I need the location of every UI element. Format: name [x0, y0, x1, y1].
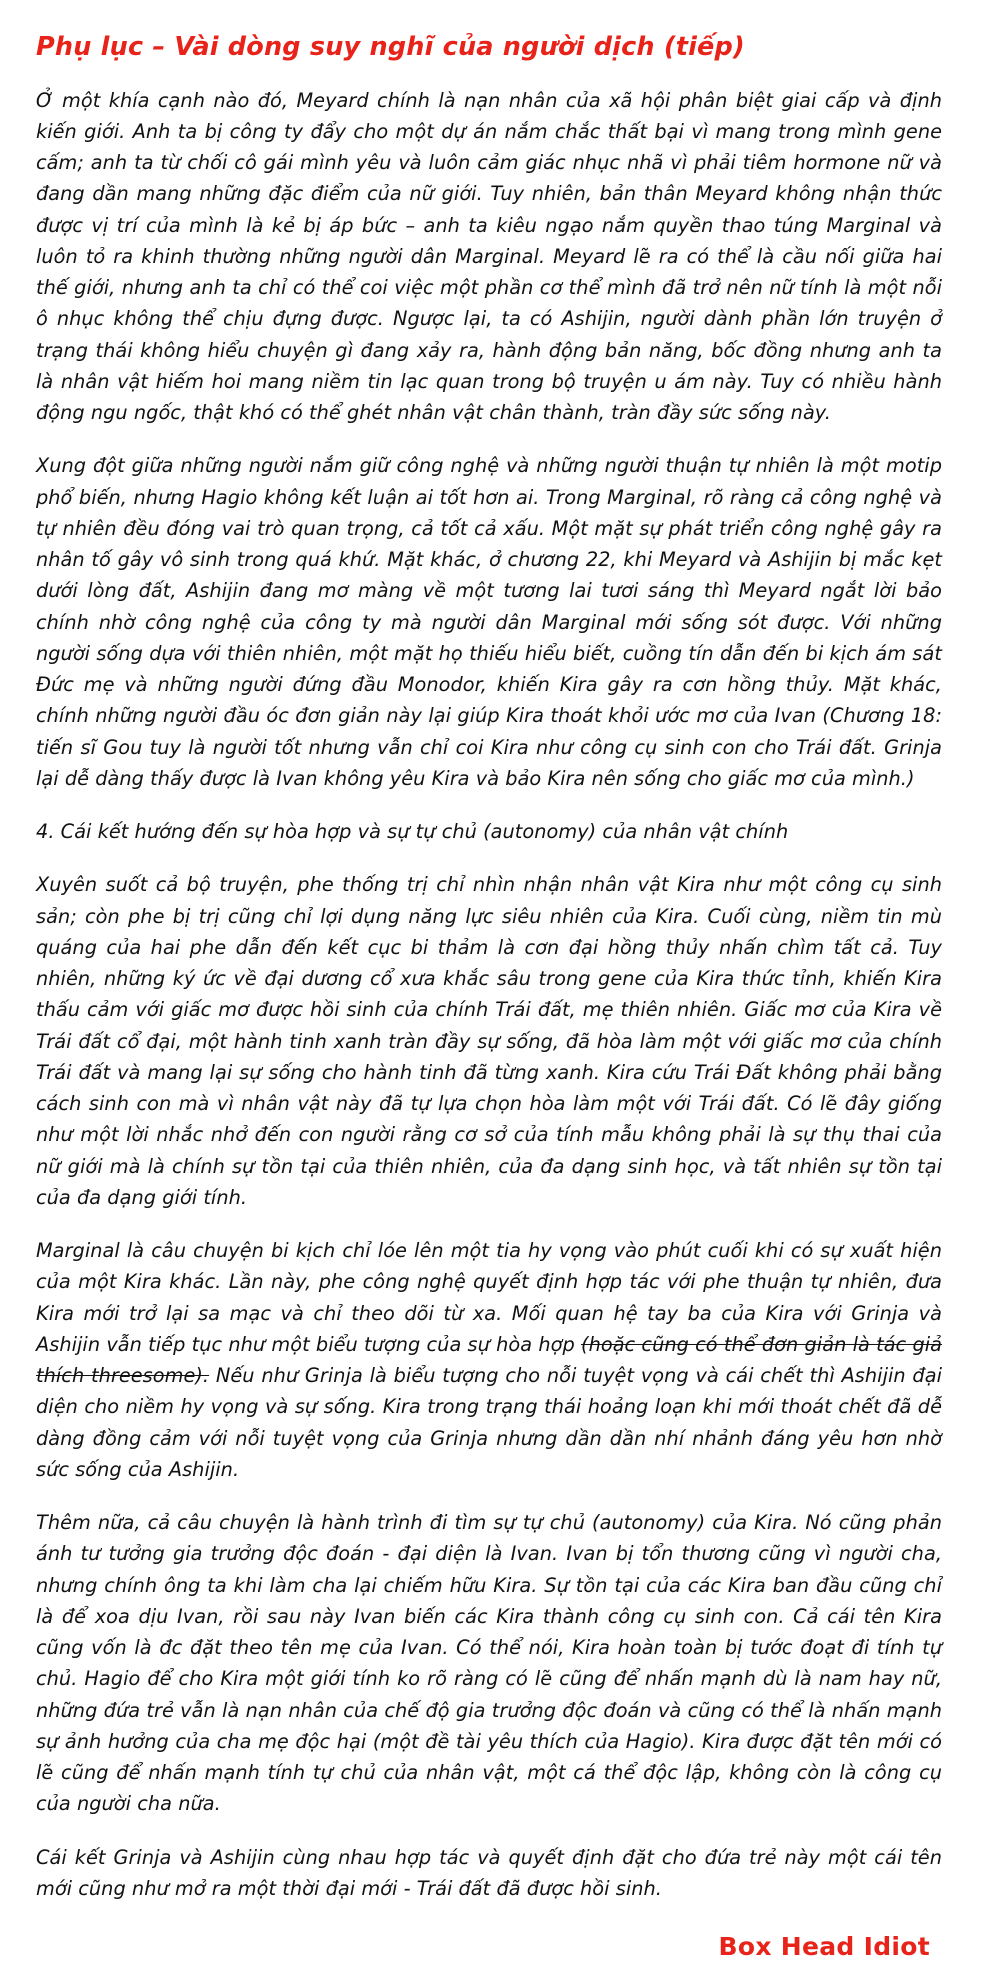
paragraph-6: Thêm nữa, cả câu chuyện là hành trình đi tìm sự tự chủ (autonomy) của Kira. Nó cũng phản ánh tư tưởng gia trưởng độc đoán - đại diện là Ivan. Ivan bị tổn thương cũng vì người cha, nhưng chính ông ta khi làm cha lại chiếm hữu Kira. Sự tồn tại của các Kira ban đầu cũng chỉ là để xoa dịu Ivan, rồi sau này Ivan biến các Kira thành công cụ sinh con. Cả cái tên Kira cũng vốn là đc đặt theo tên mẹ của Ivan. Có thể nói, Kira hoàn toàn bị tước đoạt đi tính tự chủ. Hagio để cho Kira một giới tính ko rõ ràng có lẽ cũng để nhấn mạnh dù là nam hay nữ, những đứa trẻ vẫn là nạn nhân của chế độ gia trưởng độc đoán và cũng có thể là nhấn mạnh sự ảnh hưởng của cha mẹ độc hại (một đề tài yêu thích của Hagio). Kira được đặt tên mới có lẽ cũng để nhấn mạnh tính tự chủ của nhân vật, một cá thể độc lập, không còn là công cụ của người cha nữa. — [36, 1511, 942, 1816]
section-heading-4: 4. Cái kết hướng đến sự hòa hợp và sự tự chủ (autonomy) của nhân vật chính — [36, 820, 789, 844]
paragraph-5-part-3: Nếu như Grinja là biểu tượng cho nỗi tuyệt vọng và cái chết thì Ashijin đại diện cho niềm hy vọng và sự sống. Kira trong trạng thái hoảng loạn khi mới thoát chết đã dễ dàng đồng cảm với nỗi tuyệt vọng của Grinja nhưng dần dần nhí nhảnh đáng yêu hơn nhờ sức sống của Ashijin. — [36, 1364, 942, 1481]
paragraph-5 — [36, 1235, 942, 1485]
paragraph-4: Xuyên suốt cả bộ truyện, phe thống trị chỉ nhìn nhận nhân vật Kira như một công cụ sinh sản; còn phe bị trị cũng chỉ lợi dụng năng lực siêu nhiên của Kira. Cuối cùng, niềm tin mù quáng của hai phe dẫn đến kết cục bi thảm là cơn đại hồng thủy nhấn chìm tất cả. Tuy nhiên, những ký ức về đại dương cổ xưa khắc sâu trong gene của Kira thức tỉnh, khiến Kira thấu cảm với giấc mơ được hồi sinh của chính Trái đất, mẹ thiên nhiên. Giấc mơ của Kira về Trái đất cổ đại, một hành tinh xanh tràn đầy sự sống, đã hòa làm một với giấc mơ của chính Trái đất và mang lại sự sống cho hành tinh đã từng xanh. Kira cứu Trái Đất không phải bằng cách sinh con mà vì nhân vật này đã tự lựa chọn hòa làm một với Trái đất. Có lẽ đây giống như một lời nhắc nhở đến con người rằng cơ sở của tính mẫu không phải là sự thụ thai của nữ giới mà là chính sự tồn tại của thiên nhiên, của đa dạng sinh học, và tất nhiên sự tồn tại của đa dạng giới tính. — [36, 873, 942, 1209]
page-title: Phụ lục – Vài dòng suy nghĩ của người dịch (tiếp) — [36, 32, 745, 62]
paragraph-5-part-1: Marginal là câu chuyện bi kịch chỉ lóe lên một tia hy vọng vào phút cuối khi có sự xuất hiện của một Kira khác. Lần này, phe công nghệ quyết định hợp tác với phe thuận tự nhiên, đưa Kira mới trở lại sa mạc và chỉ theo dõi từ xa. Mối quan hệ tay ba của Kira với Grinja và Ashijin vẫn tiếp tục như một biểu tượng của sự hòa hợp — [36, 1239, 942, 1356]
paragraph-7: Cái kết Grinja và Ashijin cùng nhau hợp tác và quyết định đặt cho đứa trẻ này một cái tên mới cũng như mở ra một thời đại mới - Trái đất đã được hồi sinh. — [36, 1845, 942, 1900]
paragraph-5-strikethrough: (hoặc cũng có thể đơn giản là tác giả thích threesome). — [36, 1332, 942, 1388]
author-signature: Box Head Idiot — [718, 1932, 930, 1962]
paragraph-1: Ở một khía cạnh nào đó, Meyard chính là nạn nhân của xã hội phân biệt giai cấp và định kiến giới. Anh ta bị công ty đẩy cho một dự án nắm chắc thất bại vì mang trong mình gene cấm; anh ta từ chối cô gái mình yêu và luôn cảm giác nhục nhã vì phải tiêm hormone nữ và đang dần mang những đặc điểm của nữ giới. Tuy nhiên, bản thân Meyard không nhận thức được vị trí của mình là kẻ bị áp bức – anh ta kiêu ngạo nắm quyền thao túng Marginal và luôn tỏ ra khinh thường những người dân Marginal. Meyard lẽ ra có thể là cầu nối giữa hai thế giới, nhưng anh ta chỉ có thể coi việc một phần cơ thể mình đã trở nên nữ tính là một nỗi ô nhục không thể chịu đựng được. Ngược lại, ta có Ashijin, người dành phần lớn truyện ở trạng thái không hiểu chuyện gì đang xảy ra, hành động bản năng, bốc đồng nhưng anh ta là nhân vật hiếm hoi mang niềm tin lạc quan trong bộ truyện u ám này. Tuy có nhiều hành động ngu ngốc, thật khó có thể ghét nhân vật chân thành, tràn đầy sức sống này. — [36, 88, 942, 425]
paragraph-2: Xung đột giữa những người nắm giữ công nghệ và những người thuận tự nhiên là một motip phổ biến, nhưng Hagio không kết luận ai tốt hơn ai. Trong Marginal, rõ ràng cả công nghệ và tự nhiên đều đóng vai trò quan trọng, cả tốt cả xấu. Một mặt sự phát triển công nghệ gây ra nhân tố gây vô sinh trong quá khứ. Mặt khác, ở chương 22, khi Meyard và Ashijin bị mắc kẹt dưới lòng đất, Ashijin đang mơ màng về một tương lai tươi sáng thì Meyard ngắt lời bảo chính nhờ công nghệ của công ty mà người dân Marginal mới sống sót được. Với những người sống dựa với thiên nhiên, một mặt họ thiếu hiểu biết, cuồng tín dẫn đến bi kịch ám sát Đức mẹ và những người đứng đầu Monodor, khiến Kira gây ra cơn hồng thủy. Mặt khác, chính những người đầu óc đơn giản này lại giúp Kira thoát khỏi ước mơ của Ivan (Chương 18: tiến sĩ Gou tuy là người tốt nhưng vẫn chỉ coi Kira như công cụ sinh con cho Trái đất. Grinja lại dễ dàng thấy được là Ivan không yêu Kira và bảo Kira nên sống cho giấc mơ của mình.) — [36, 454, 942, 790]
